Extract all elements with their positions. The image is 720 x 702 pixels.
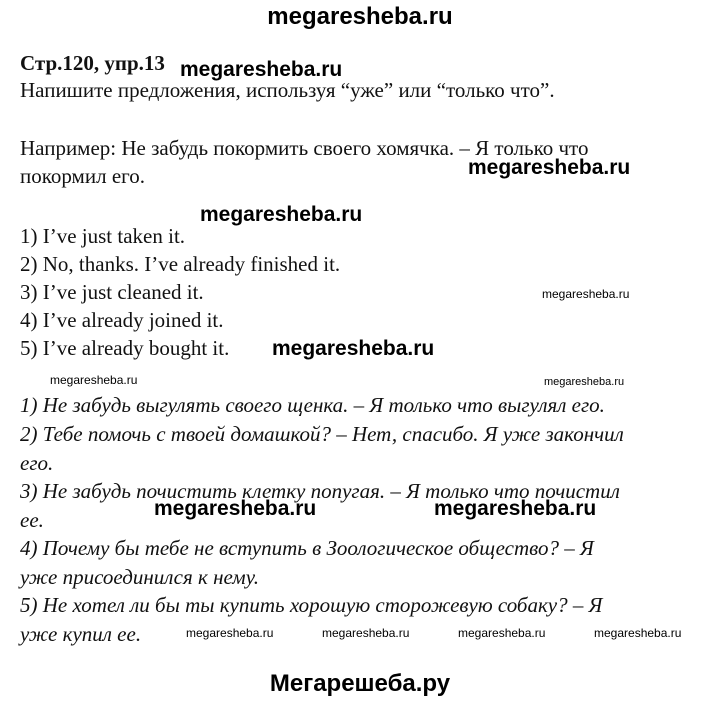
- translation-line: 3) Не забудь почистить клетку попугая. – Я только что почистил: [20, 479, 620, 503]
- translation-line: 4) Почему бы тебе не вступить в Зоологическое общество? – Я: [20, 536, 594, 560]
- watermark: megaresheba.ru: [154, 497, 317, 520]
- watermark: megaresheba.ru: [322, 626, 410, 640]
- translation-line: 1) Не забудь выгулять своего щенка. – Я только что выгулял его.: [20, 393, 605, 417]
- answer-line: 1) I’ve just taken it.: [20, 224, 186, 248]
- footer-watermark: Мегарешеба.ру: [269, 670, 451, 697]
- answer-line: 3) I’ve just cleaned it.: [20, 280, 204, 304]
- answer-line: 4) I’ve already joined it.: [20, 308, 224, 332]
- watermark: megaresheba.ru: [468, 156, 631, 179]
- watermark: megaresheba.ru: [544, 376, 625, 388]
- watermark: megaresheba.ru: [50, 373, 138, 387]
- watermark: megaresheba.ru: [542, 287, 630, 301]
- translation-line: 2) Тебе помочь с твоей домашкой? – Нет, спасибо. Я уже закончил: [20, 422, 624, 446]
- translation-line: 5) Не хотел ли бы ты купить хорошую сторожевую собаку? – Я: [20, 593, 603, 617]
- answer-line: 2) No, thanks. I’ve already finished it.: [20, 252, 341, 276]
- watermark: megaresheba.ru: [186, 626, 274, 640]
- translation-line: ее.: [20, 508, 44, 532]
- translation-line: его.: [20, 451, 54, 475]
- example-line: Например: Не забудь покормить своего хомячка. – Я только что: [20, 136, 589, 160]
- watermark: megaresheba.ru: [272, 337, 435, 360]
- watermark: megaresheba.ru: [180, 58, 343, 81]
- watermark: megaresheba.ru: [458, 626, 546, 640]
- answer-line: 5) I’ve already bought it.: [20, 336, 230, 360]
- exercise-instruction: Напишите предложения, используя “уже” или “только что”.: [20, 78, 555, 102]
- exercise-title: Стр.120, упр.13: [20, 51, 165, 75]
- example-line: покормил его.: [20, 164, 145, 188]
- translation-line: уже присоединился к нему.: [20, 565, 259, 589]
- watermark: megaresheba.ru: [200, 203, 363, 226]
- watermark: megaresheba.ru: [434, 497, 597, 520]
- watermark: megaresheba.ru: [594, 626, 682, 640]
- translation-line: уже купил ее.: [20, 622, 142, 646]
- header-watermark: megaresheba.ru: [267, 3, 453, 30]
